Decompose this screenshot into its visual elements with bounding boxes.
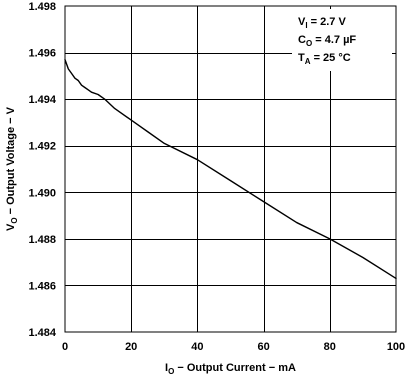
x-tick-labels <box>62 341 405 353</box>
x-tick-label: 60 <box>257 341 270 353</box>
y-tick-label: 1.498 <box>28 1 56 13</box>
data-series <box>65 60 396 279</box>
y-tick-label: 1.488 <box>28 233 56 246</box>
y-tick-label: 1.486 <box>28 280 56 293</box>
condition-line: $C_O = 4.7$ µF <box>298 34 357 48</box>
y-tick-label: 1.490 <box>28 187 56 200</box>
output-voltage-line <box>65 60 396 279</box>
condition-line: $T_A = 25$ °C <box>298 52 351 66</box>
x-tick-label: 100 <box>386 341 406 353</box>
y-tick-label: 1.484 <box>28 327 56 339</box>
x-tick-label: 40 <box>191 341 204 353</box>
x-tick-label: 80 <box>323 341 336 353</box>
y-axis-label: $V_O$ − Output Voltage − V <box>5 107 19 231</box>
y-tick-labels <box>28 1 56 339</box>
x-tick-label: 20 <box>125 341 138 353</box>
x-tick-label: 0 <box>61 341 69 353</box>
y-tick-label: 1.492 <box>28 140 56 153</box>
condition-line: $V_I = 2.7$ V <box>298 16 346 30</box>
x-axis-label: $I_O$ − Output Current − mA <box>165 362 296 376</box>
y-tick-label: 1.496 <box>28 47 56 60</box>
y-tick-label: 1.494 <box>28 94 56 107</box>
